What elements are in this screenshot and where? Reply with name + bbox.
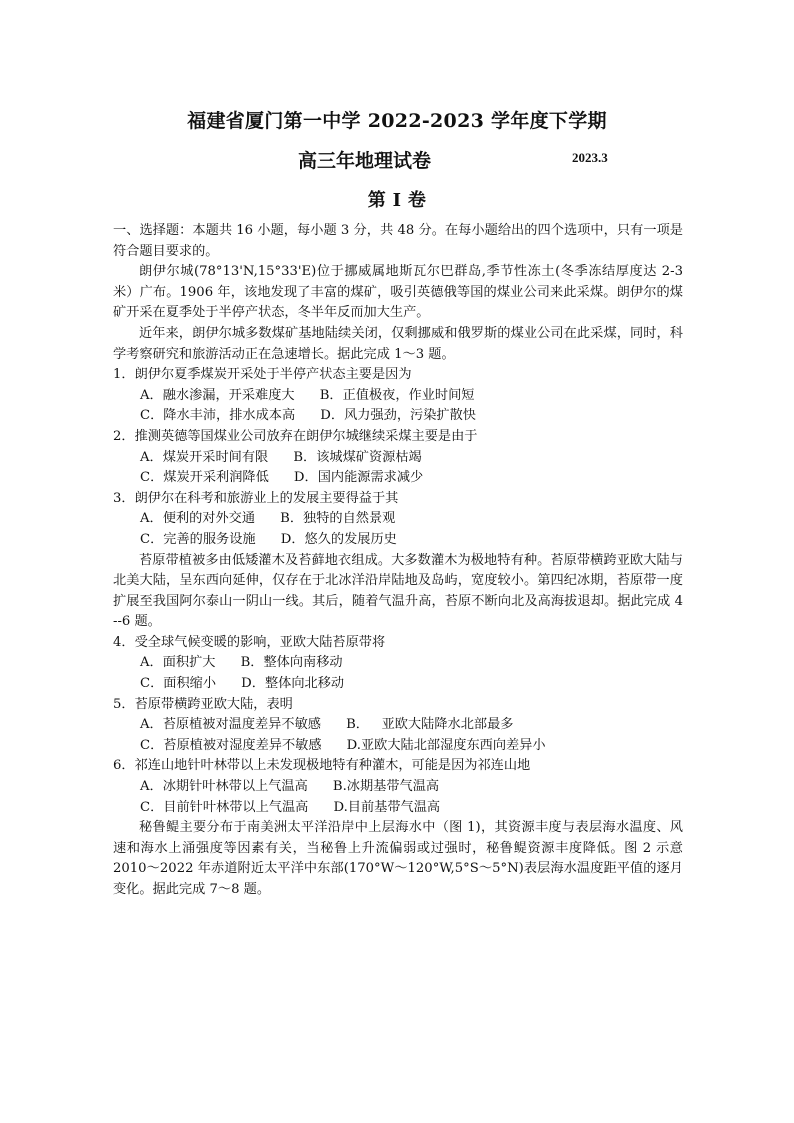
exam-subtitle: 高三年地理试卷 [298,150,432,172]
question-4-stem: 4．受全球气候变暖的影响，亚欧大陆苔原带将 [113,634,386,650]
question-6-options-cd: C．目前针叶林带以上气温高 D.目前基带气温高 [140,799,441,815]
question-1-options-cd: C．降水丰沛，排水成本高 D．风力强劲，污染扩散快 [140,408,476,424]
exam-title: 福建省厦门第一中学 2022-2023 学年度下学期 [187,110,607,132]
question-2-options-cd: C．煤炭开采利润降低 D．国内能源需求减少 [140,470,424,486]
volume-heading: 第 I 卷 [367,190,427,211]
passage3-p1: 秘鲁鳀主要分布于南美洲太平洋沿岸中上层海水中（图 1)，其资源丰度与表层海水温度、风速和海水上涌强度等因素有关，当秘鲁上升流偏弱或过强时，秘鲁鳀资源丰度降低。图 2 示意 2010～2022 年赤道附近太平洋中东部(170°W～120°W,5°S～5°N)表层海水温度距平值的逐月变化。据此完成 7～8 题。 [113,820,683,897]
section-intro: 一、选择题：本题共 16 小题，每小题 3 分，共 48 分。在每小题给出的四个选项中，只有一项是符合题目要求的。 [113,223,683,259]
exam-date: 2023.3 [572,150,608,165]
question-5-options-cd: C．苔原植被对湿度差异不敏感 D.亚欧大陆北部湿度东西向差异小 [140,737,546,753]
subtitle-row [0,146,794,172]
exam-body [113,221,683,901]
question-5-options-ab: A．苔原植被对温度差异不敏感 B． 亚欧大陆降水北部最多 [140,717,514,733]
question-3-options-cd: C．完善的服务设施 D．悠久的发展历史 [140,531,397,547]
question-1-options-ab: A．融水渗漏，开采难度大 B．正值极夜，作业时间短 [140,387,475,403]
question-4-options-ab: A．面积扩大 B．整体向南移动 [140,655,343,671]
question-2-stem: 2．推测英德等国煤业公司放弃在朗伊尔城继续采煤主要是由于 [113,428,478,444]
question-5-stem: 5．苔原带横跨亚欧大陆，表明 [113,696,293,712]
question-2-options-ab: A．煤炭开采时间有限 B．该城煤矿资源枯竭 [140,449,422,465]
question-4-options-cd: C．面积缩小 D．整体向北移动 [140,676,345,692]
question-3-options-ab: A．便利的对外交通 B．独特的自然景观 [140,511,396,527]
question-6-options-ab: A．冰期针叶林带以上气温高 B.冰期基带气温高 [140,779,440,795]
question-6-stem: 6．祁连山地针叶林带以上未发现极地特有种灌木，可能是因为祁连山地 [113,758,531,774]
passage2-p1: 苔原带植被多由低矮灌木及苔藓地衣组成。大多数灌木为极地特有种。苔原带横跨亚欧大陆与北美大陆，呈东西向延伸，仅存在于北冰洋沿岸陆地及岛屿，宽度较小。第四纪冰期，苔原带一度扩展至我国阿尔泰山一阴山一线。其后，随着气温升高，苔原不断向北及高海拔退却。据此完成 4 --6 题。 [113,552,683,630]
question-1-stem: 1．朗伊尔夏季煤炭开采处于半停产状态主要是因为 [113,367,412,383]
question-3-stem: 3．朗伊尔在科考和旅游业上的发展主要得益于其 [113,490,399,506]
passage1-p2: 近年来，朗伊尔城多数煤矿基地陆续关闭，仅剩挪威和俄罗斯的煤业公司在此采煤，同时，科学考察研究和旅游活动正在急速增长。据此完成 1～3 题。 [113,325,683,362]
passage1-p1: 朗伊尔城(78°13'N,15°33'E)位于挪威属地斯瓦尔巴群岛,季节性冻土(冬季冻结厚度达 2-3 米）广布。1906 年，该地发现了丰富的煤矿，吸引英德俄等国的煤业公司来此采煤。朗伊尔的煤矿开采在夏季处于半停产状态，冬半年反而加大生产。 [113,264,683,321]
